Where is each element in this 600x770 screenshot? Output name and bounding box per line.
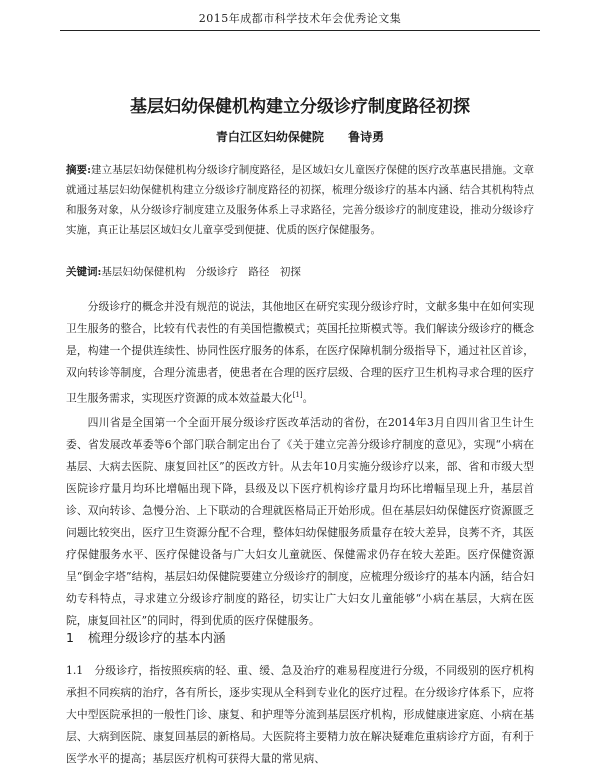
running-header: 2015年成都市科学技术年会优秀论文集: [60, 10, 540, 31]
abstract: [66, 160, 534, 240]
paragraph: 分级诊疗的概念并没有规范的说法，其他地区在研究实现分级诊疗时，文献多集中在如何实现卫生服务的整合，比较有代表性的有美国恺撒模式；英国托拉斯模式等。我们解读分级诊疗的概念是，构建一个提供连续性、协同性医疗服务的体系，在医疗保障机制分级指导下，通过社区首诊，双向转诊等制度，合理分流患者，使患者在合理的医疗层级、合理的医疗卫生机构寻求合理的医疗卫生服务需求，实现医疗资源的成本效益最大化[1]。: [66, 300, 534, 405]
section-number: 1: [66, 630, 74, 645]
section-title: 梳理分级诊疗的基本内涵: [87, 630, 226, 645]
keywords: [66, 264, 534, 279]
author-line: [40, 128, 560, 145]
abstract-text: 建立基层妇幼保健机构分级诊疗制度路径，是区域妇女儿童医疗保健的医疗改革惠民措施。文章就通过基层妇幼保健机构建立分级诊疗制度路径的初探，梳理分级诊疗的基本内涵、结合其机构特点和服务对象，从分级诊疗制度建立及服务体系上寻求路径，完善分级诊疗的制度建设，推动分级诊疗实施，真正让基层区域妇女儿童享受到便捷、优质的医疗保健服务。: [66, 164, 534, 236]
paragraph: 1.1 分级诊疗，指按照疾病的轻、重、缓、急及治疗的难易程度进行分级，不同级别的医疗机构承担不同疾病的治疗，各有所长，逐步实现从全科到专业化的医疗过程。在分级诊疗体系下，应将大中型医院承担的一般性门诊、康复、和护理等分流到基层医疗机构，形成健康进家庭、小病在基层、大病到医院、康复回基层的新格局。大医院将主要精力放在解决疑难危重病诊疗方面，有利于医学水平的提高；基层医疗机构可获得大量的常见病、: [66, 664, 534, 765]
citation-marker: [1]: [292, 391, 303, 399]
section-heading: [66, 628, 534, 646]
abstract-label: 摘要:: [66, 164, 91, 176]
paragraph: 四川省是全国第一个全面开展分级诊疗医改革活动的省份，在2014年3月自四川省卫生计生委、省发展改革委等6个部门联合制定出台了《关于建立完善分级诊疗制度的意见》，实现“小病在基层、大病去医院、康复回社区”的医改方针。从去年10月实施分级诊疗以来，部、省和市级大型医院诊疗量月均环比增幅出现下降，县级及以下医疗机构诊疗量月均环比增幅呈现上升，基层首诊、双向转诊、急慢分治、上下联动的合理就医格局正开始形成。但在基层妇幼保健医疗资源匮乏问题比较突出，医疗卫生资源分配不合理，整体妇幼保健服务质量存在较大差异，良莠不齐，其医疗保健服务水平、医疗保健设备与广大妇女儿童就医、保健需求仍存在较大差距。医疗保健资源呈“倒金字塔”结构，基层妇幼保健院要建立分级诊疗的制度，应梳理分级诊疗的基本内涵，结合妇幼专科特点，寻求建立分级诊疗制度的路径，切实让广大妇女儿童能够“小病在基层，大病在医院，康复回社区”的同时，得到优质的医疗保健服务。: [66, 415, 534, 627]
keywords-label: 关键词:: [66, 266, 102, 278]
body-text: [66, 296, 534, 634]
author-name: 鲁诗勇: [348, 130, 385, 144]
article-title: 基层妇幼保健机构建立分级诊疗制度路径初探: [130, 97, 470, 117]
paragraph-text: 分级诊疗的概念并没有规范的说法，其他地区在研究实现分级诊疗时，文献多集中在如何实现卫生服务的整合，比较有代表性的有美国恺撒模式；英国托拉斯模式等。我们解读分级诊疗的概念是，构建一个提供连续性、协同性医疗服务的体系，在医疗保障机制分级指导下，通过社区首诊，双向转诊等制度，合理分流患者，使患者在合理的医疗层级、合理的医疗卫生机构寻求合理的医疗卫生服务需求，实现医疗资源的成本效益最大化: [66, 300, 534, 405]
subsection-body: [66, 660, 534, 770]
keywords-text: 基层妇幼保健机构 分级诊疗 路径 初探: [101, 266, 301, 278]
institution: 青白江区妇幼保健院: [215, 130, 324, 144]
